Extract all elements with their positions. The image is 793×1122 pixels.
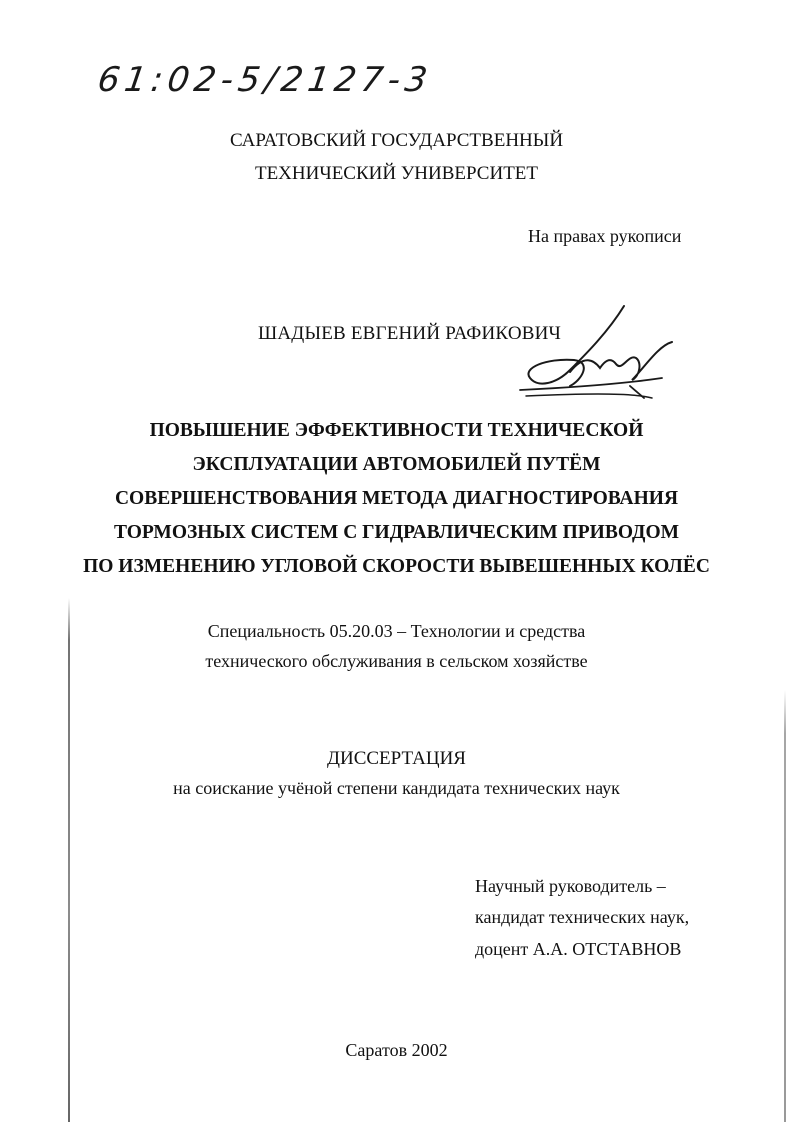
thesis-title-line: СОВЕРШЕНСТВОВАНИЯ МЕТОДА ДИАГНОСТИРОВАНИЯ	[114, 488, 679, 509]
thesis-title-line: ТОРМОЗНЫХ СИСТЕМ С ГИДРАВЛИЧЕСКИМ ПРИВОДОМ	[113, 522, 680, 543]
scan-edge-left	[68, 598, 70, 1122]
thesis-title-line: ПОВЫШЕНИЕ ЭФФЕКТИВНОСТИ ТЕХНИЧЕСКОЙ	[149, 420, 644, 441]
rights-note: На правах рукописи	[528, 226, 682, 246]
specialty-line2: технического обслуживания в сельском хозяйстве	[205, 651, 588, 671]
dissertation-label: ДИССЕРТАЦИЯ	[327, 748, 466, 769]
scan-edge-right	[784, 690, 786, 1122]
archive-code: 61:02-5/2127-3	[95, 60, 435, 100]
thesis-title-line: ЭКСПЛУАТАЦИИ АВТОМОБИЛЕЙ ПУТЁМ	[192, 454, 601, 475]
thesis-title-line: ПО ИЗМЕНЕНИЮ УГЛОВОЙ СКОРОСТИ ВЫВЕШЕННЫХ КОЛЁС	[83, 556, 710, 577]
advisor-name: доцент А.А. ОТСТАВНОВ	[475, 939, 682, 959]
dissertation-subtitle: на соискание учёной степени кандидата технических наук	[173, 778, 620, 798]
university-name-line1: САРАТОВСКИЙ ГОСУДАРСТВЕННЫЙ	[229, 130, 564, 151]
city-year: Саратов 2002	[345, 1040, 448, 1060]
signature-icon	[512, 302, 680, 402]
advisor-role: Научный руководитель –	[475, 876, 666, 896]
advisor-degree: кандидат технических наук,	[475, 907, 690, 927]
specialty-line1: Специальность 05.20.03 – Технологии и средства	[207, 621, 586, 641]
author-name: ШАДЫЕВ ЕВГЕНИЙ РАФИКОВИЧ	[258, 323, 562, 344]
university-name-line2: ТЕХНИЧЕСКИЙ УНИВЕРСИТЕТ	[254, 163, 539, 184]
